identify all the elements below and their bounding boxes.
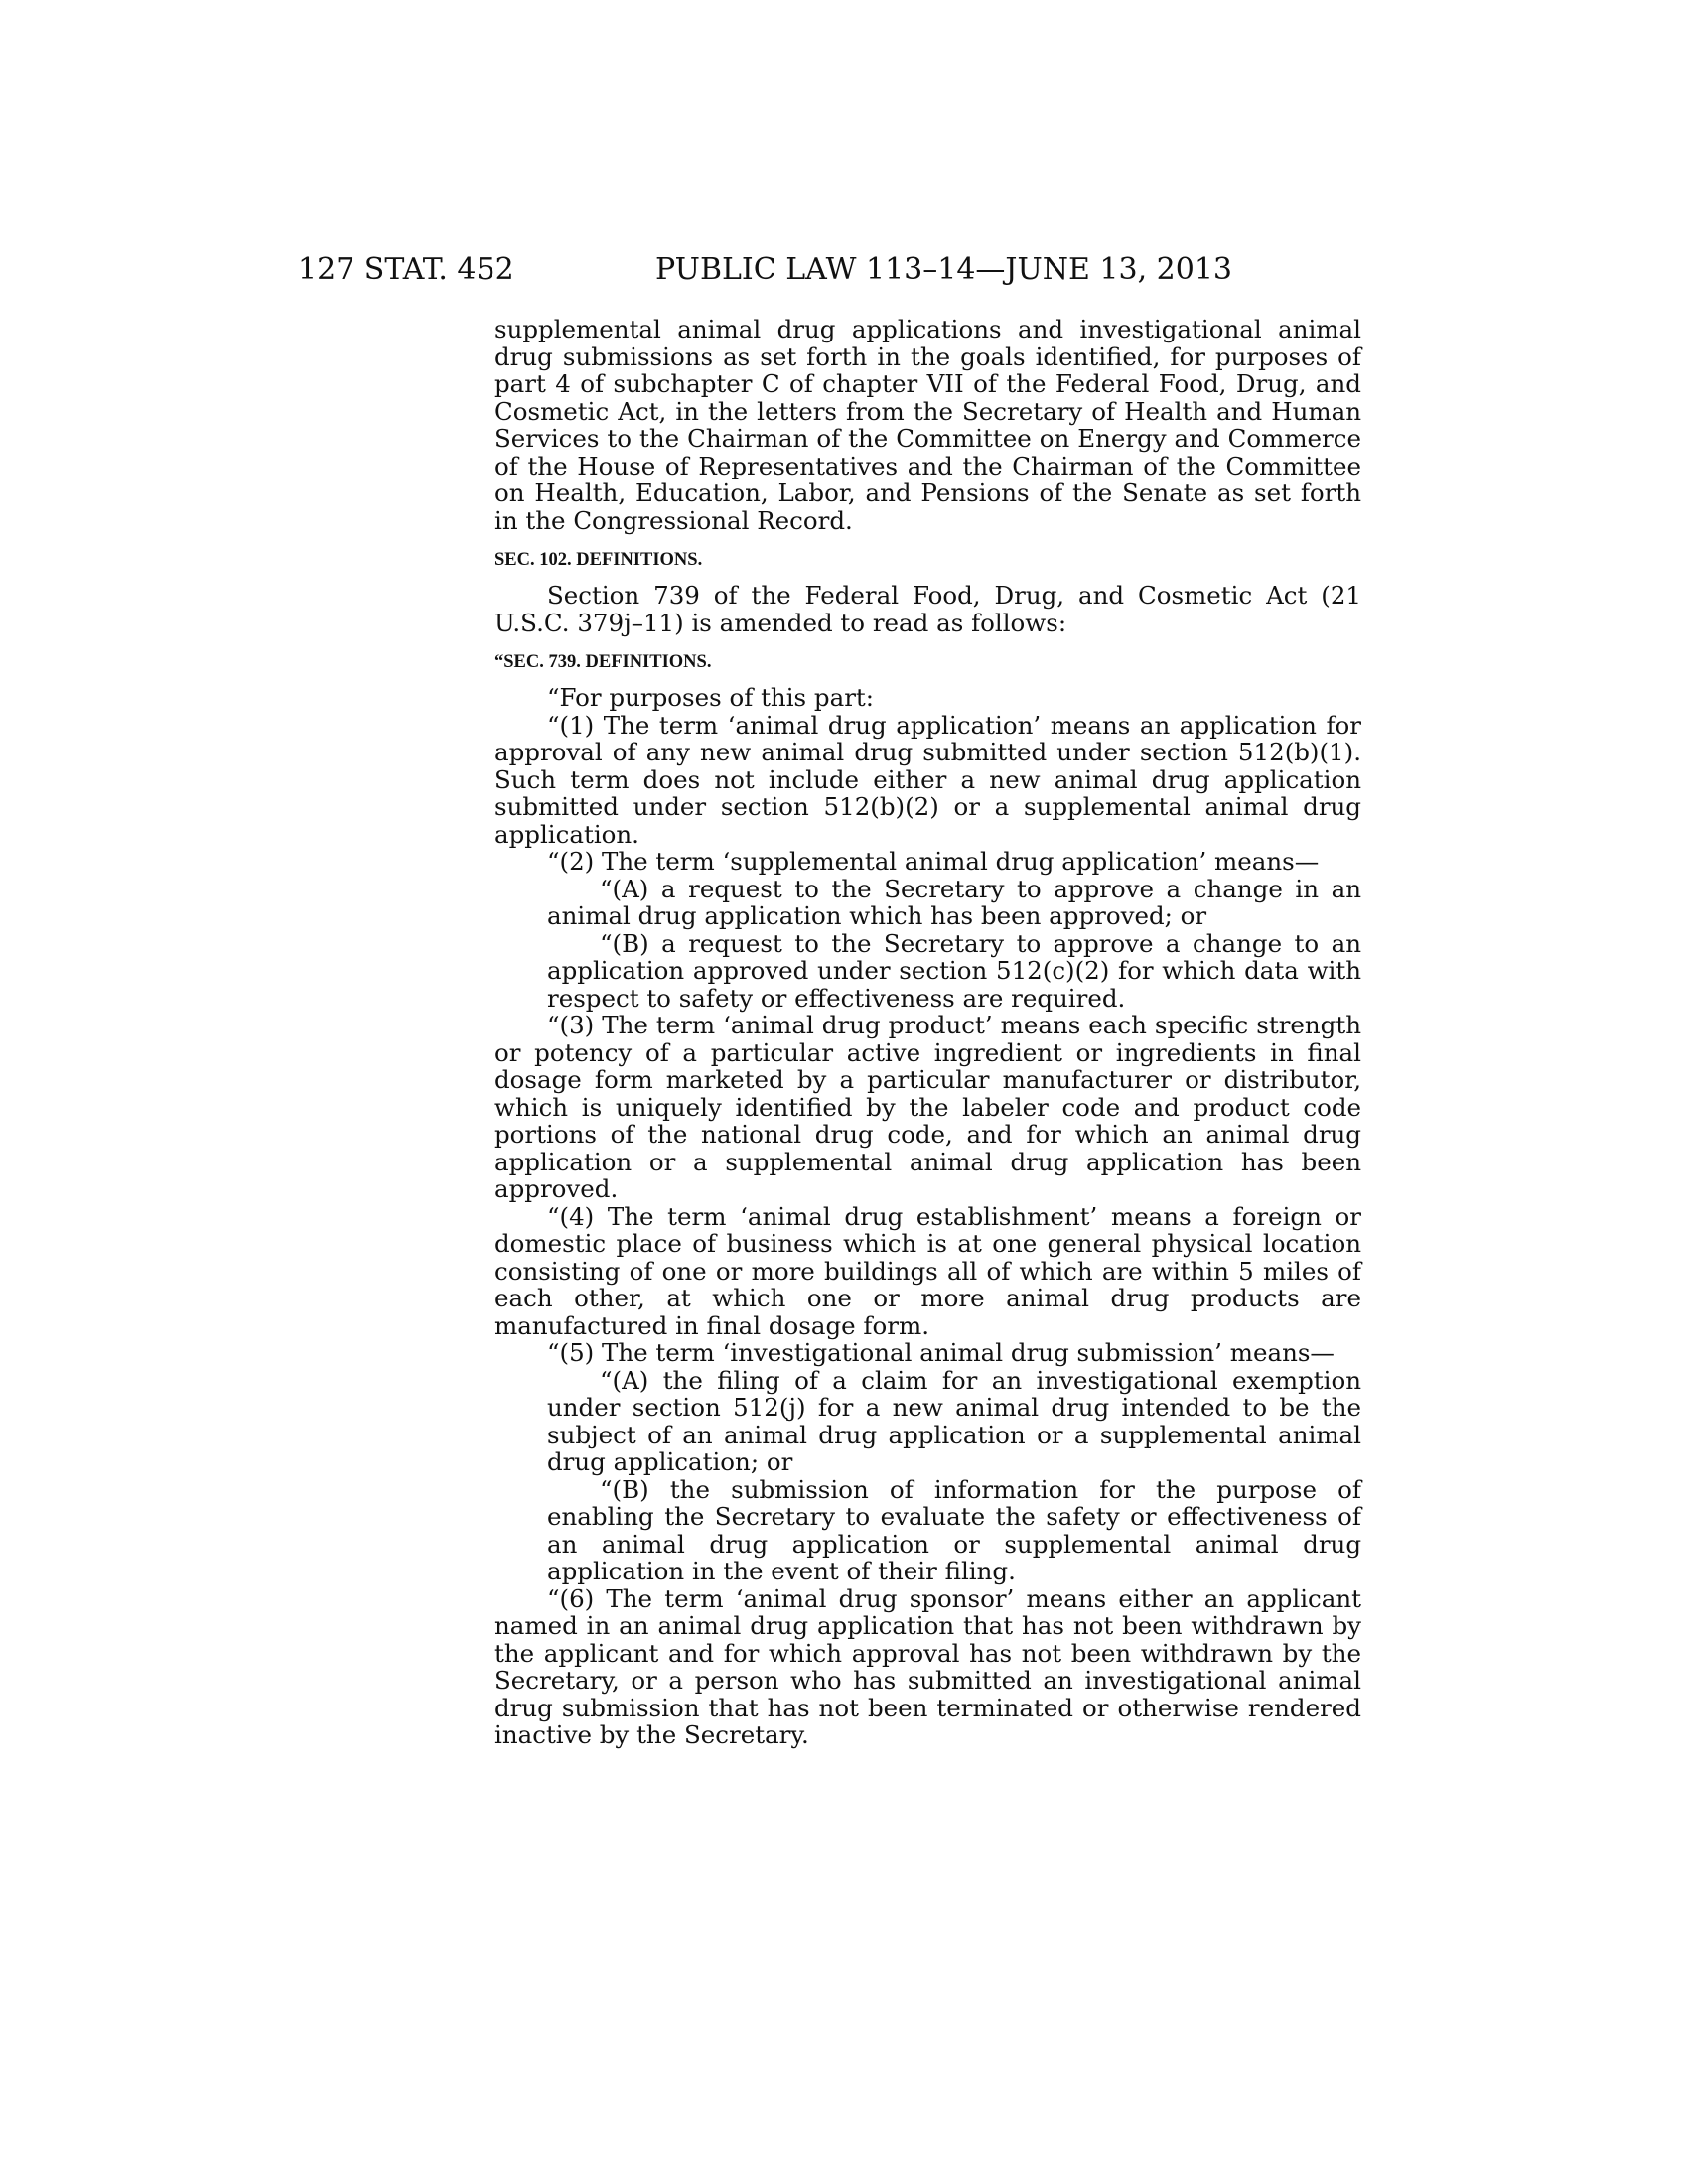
definition-1: “(1) The term ‘animal drug application’ means an application for approval of any new animal drug submitted under section 512(b)(1). Such term does not include either a new animal drug application submitted under section 512(b)(2) or a supplemental animal drug application.	[494, 710, 1361, 849]
section-739-heading: “SEC. 739. DEFINITIONS.	[494, 652, 712, 672]
definition-5-a: “(A) the filing of a claim for an investigational exemption under section 512(j) for a new animal drug intended to be the subject of an animal drug application or a supplemental animal drug application; or	[547, 1365, 1361, 1476]
section-102-heading: SEC. 102. DEFINITIONS.	[494, 550, 703, 570]
definition-2-a: “(A) a request to the Secretary to approve a change in an animal drug application which has been approved; or	[547, 874, 1361, 930]
continued-paragraph: supplemental animal drug applications and investigational animal drug submissions as set forth in the goals identified, for purposes of part 4 of subchapter C of chapter VII of the Federal Food, Drug, and Cosmetic Act, in the letters from the Secretary of Health and Human Services to the Chairman of the Committee on Energy and Commerce of the House of Representatives and the Chairman of the Committee on Health, Education, Labor, and Pensions of the Senate as set forth in the Congressional Record.	[494, 315, 1361, 535]
section-102-text: Section 739 of the Federal Food, Drug, and Cosmetic Act (21 U.S.C. 379j–11) is amended to read as follows:	[494, 581, 1361, 637]
definition-2: “(2) The term ‘supplemental animal drug application’ means—	[547, 847, 1320, 876]
statute-page-number: 127 STAT. 452	[298, 252, 514, 287]
running-title: PUBLIC LAW 113–14—JUNE 13, 2013	[655, 252, 1233, 287]
document-body	[494, 316, 1361, 1749]
definition-2-b: “(B) a request to the Secretary to approve a change to an application approved under section 512(c)(2) for which data with respect to safety or effectiveness are required.	[547, 928, 1361, 1013]
definition-5: “(5) The term ‘investigational animal drug submission’ means—	[547, 1338, 1335, 1367]
definition-5-b: “(B) the submission of information for the purpose of enabling the Secretary to evaluate the safety or effectiveness of an animal drug application or supplemental animal drug application in the event of their filing.	[547, 1474, 1361, 1585]
definition-4: “(4) The term ‘animal drug establishment’ means a foreign or domestic place of business which is at one general physical location consisting of one or more buildings all of which are within 5 miles of each other, at which one or more animal drug products are manufactured in final dosage form.	[494, 1201, 1361, 1340]
page-header	[298, 250, 1362, 290]
definitions-intro: “For purposes of this part:	[547, 683, 875, 712]
definition-3: “(3) The term ‘animal drug product’ means each specific strength or potency of a particular active ingredient or ingredients in final dosage form marketed by a particular manufacturer or distributor, which is uniquely identified by the labeler code and product code portions of the national drug code, and for which an animal drug application or a supplemental animal drug application has been approved.	[494, 1011, 1361, 1203]
definition-6: “(6) The term ‘animal drug sponsor’ means either an applicant named in an animal drug application that has not been withdrawn by the applicant and for which approval has not been withdrawn by the Secretary, or a person who has submitted an investigational animal drug submission that has not been terminated or otherwise rendered inactive by the Secretary.	[494, 1583, 1361, 1749]
